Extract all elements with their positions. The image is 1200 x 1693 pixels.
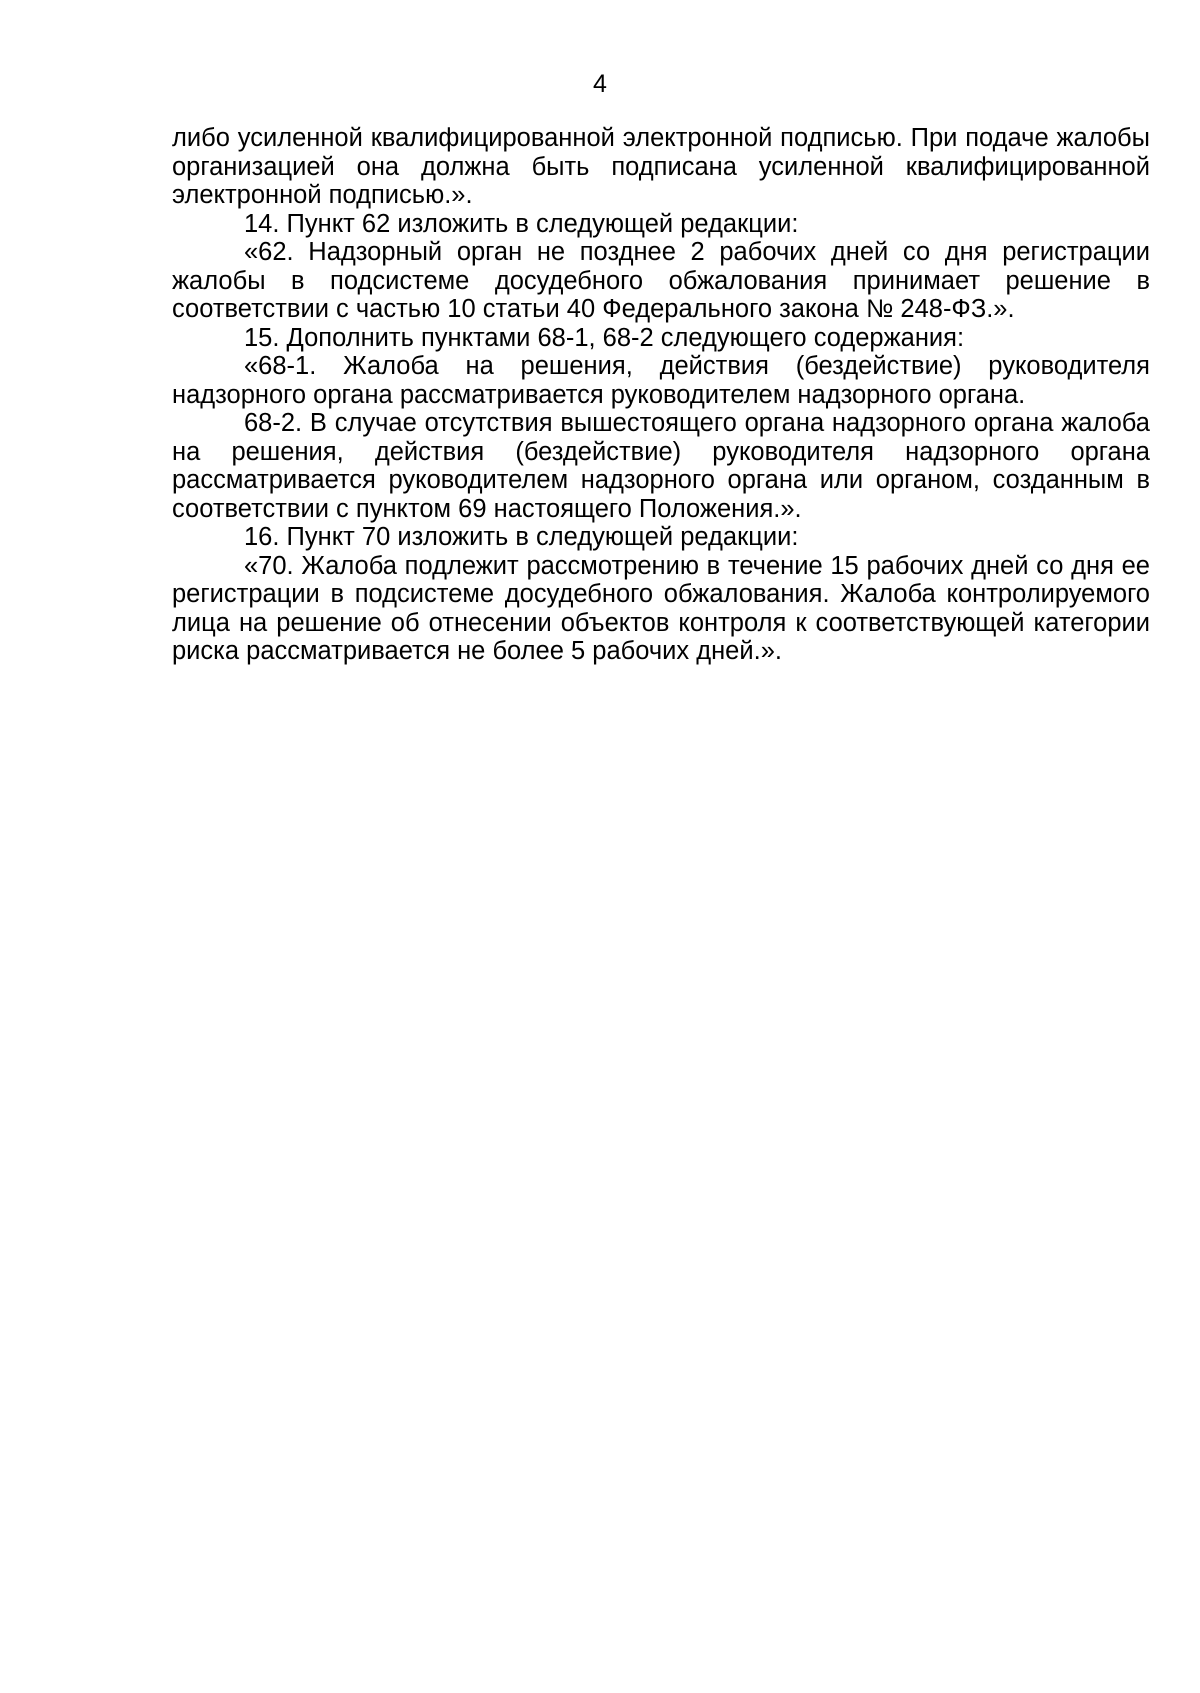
paragraph-item-15: 15. Дополнить пунктами 68-1, 68-2 следующего содержания: — [244, 323, 965, 352]
paragraph-clause-70: «70. Жалоба подлежит рассмотрению в течение 15 рабочих дней со дня ее регистрации в подсистеме досудебного обжалования. Жалоба контролируемого лица на решение об отнесении объектов контроля к соответствующей категории риска рассматривается не более 5 рабочих дней.». — [172, 551, 1150, 665]
paragraph-item-14: 14. Пункт 62 изложить в следующей редакции: — [244, 209, 799, 238]
document-body — [172, 124, 1150, 666]
paragraph-clause-68-2: 68-2. В случае отсутствия вышестоящего органа надзорного органа жалоба на решения, действия (бездействие) руководителя надзорного органа рассматривается руководителем надзорного органа или органом, созданным в соответствии с пунктом 69 настоящего Положения.». — [172, 409, 1150, 523]
paragraph-item-16: 16. Пункт 70 изложить в следующей редакции: — [244, 523, 799, 551]
paragraph-continuation: либо усиленной квалифицированной электронной подписью. При подаче жалобы организацией она должна быть подписана усиленной квалифицированной электронной подписью.». — [172, 124, 1150, 209]
page-number: 4 — [593, 70, 607, 98]
paragraph-clause-68-1: «68-1. Жалоба на решения, действия (бездействие) руководителя надзорного органа рассматривается руководителем надзорного органа. — [172, 352, 1150, 409]
paragraph-clause-62: «62. Надзорный орган не позднее 2 рабочих дней со дня регистрации жалобы в подсистеме досудебного обжалования принимает решение в соответствии с частью 10 статьи 40 Федерального закона № 248-ФЗ.». — [172, 238, 1150, 323]
